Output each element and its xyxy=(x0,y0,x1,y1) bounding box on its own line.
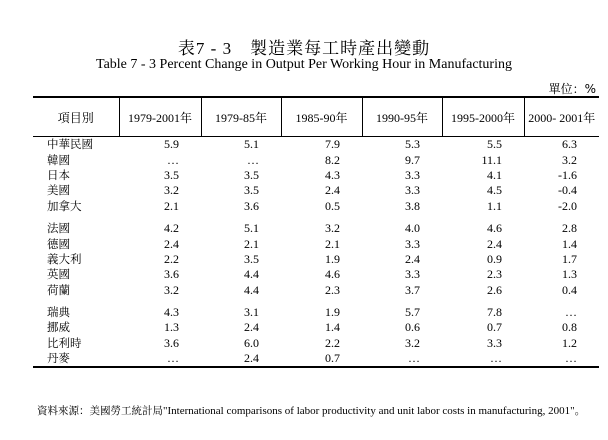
value-cell: 2.1 xyxy=(164,198,179,213)
value-cell: 3.5 xyxy=(164,167,179,182)
group-spacer xyxy=(33,298,599,305)
column-header: 1995-2000年 xyxy=(442,97,524,137)
country-cell: 義大利 xyxy=(47,251,82,266)
value-cell: 2.4 xyxy=(325,183,340,198)
value-cell: -0.4 xyxy=(558,183,577,198)
country-cell: 瑞典 xyxy=(47,305,70,320)
group-spacer xyxy=(33,214,599,221)
value-cell: 5.9 xyxy=(164,137,179,152)
country-cell: 英國 xyxy=(47,267,70,282)
country-cell: 日本 xyxy=(47,167,70,182)
value-cell: 3.3 xyxy=(487,335,502,350)
table-body xyxy=(33,137,599,368)
table-row xyxy=(33,137,599,153)
table-title-english: Table 7 - 3 Percent Change in Output Per Working Hour in Manufacturing xyxy=(96,57,512,72)
table-row xyxy=(33,283,599,298)
country-cell: 丹麥 xyxy=(33,351,119,367)
value-cell: 2.8 xyxy=(562,221,577,236)
value-cell: 2.1 xyxy=(325,236,340,251)
value-cell: … xyxy=(247,152,259,167)
value-cell: 3.7 xyxy=(405,282,420,297)
value-cell: 3.3 xyxy=(405,183,420,198)
value-cell: 2.4 xyxy=(201,351,281,367)
column-header: 1990-95年 xyxy=(362,97,442,137)
country-cell: 比利時 xyxy=(47,335,82,350)
value-cell: 3.2 xyxy=(164,282,179,297)
table-row xyxy=(33,221,599,236)
value-cell: 4.4 xyxy=(244,282,259,297)
value-cell: 2.4 xyxy=(405,251,420,266)
value-cell: 3.3 xyxy=(405,167,420,182)
value-cell: 3.5 xyxy=(244,167,259,182)
table-row xyxy=(33,252,599,267)
column-header: 1985-90年 xyxy=(281,97,362,137)
value-cell: 2.4 xyxy=(244,320,259,335)
value-cell: 2.3 xyxy=(487,267,502,282)
value-cell: 1.2 xyxy=(562,335,577,350)
value-cell: … xyxy=(167,152,179,167)
value-cell: 4.4 xyxy=(244,267,259,282)
value-cell: 3.8 xyxy=(405,198,420,213)
value-cell: 5.1 xyxy=(244,221,259,236)
unit-label: 單位：% xyxy=(548,82,596,96)
table-row xyxy=(33,168,599,183)
table-row xyxy=(33,320,599,335)
value-cell: 1.4 xyxy=(325,320,340,335)
value-cell: 4.3 xyxy=(325,167,340,182)
source-label: 資料來源：美國勞工統計局 xyxy=(37,405,163,417)
value-cell: 3.3 xyxy=(405,236,420,251)
table-row xyxy=(33,351,599,367)
value-cell: … xyxy=(442,351,524,367)
value-cell: 0.9 xyxy=(487,251,502,266)
table-row xyxy=(33,236,599,251)
value-cell: 2.4 xyxy=(164,236,179,251)
table-row xyxy=(33,336,599,351)
value-cell: 5.1 xyxy=(244,137,259,152)
value-cell: … xyxy=(362,351,442,367)
table-row xyxy=(33,267,599,282)
value-cell: 4.1 xyxy=(487,167,502,182)
country-cell: 德國 xyxy=(47,236,70,251)
column-header: 1979-2001年 xyxy=(119,97,201,137)
value-cell: 4.6 xyxy=(487,221,502,236)
column-header: 項目別 xyxy=(33,97,119,137)
header-row xyxy=(33,97,599,137)
value-cell: 3.5 xyxy=(244,251,259,266)
value-cell: 4.5 xyxy=(487,183,502,198)
country-cell: 加拿大 xyxy=(47,198,82,213)
value-cell: 1.9 xyxy=(325,251,340,266)
value-cell: 3.5 xyxy=(244,183,259,198)
value-cell: 2.2 xyxy=(325,335,340,350)
country-cell: 荷蘭 xyxy=(47,282,70,297)
value-cell: 6.3 xyxy=(562,137,577,152)
value-cell: 2.3 xyxy=(325,282,340,297)
country-cell: 美國 xyxy=(47,183,70,198)
value-cell: 3.1 xyxy=(244,305,259,320)
value-cell: 3.3 xyxy=(405,267,420,282)
value-cell: 3.6 xyxy=(164,335,179,350)
value-cell: 7.8 xyxy=(487,305,502,320)
table-title-chinese: 表7 - 3 製造業每工時產出變動 xyxy=(177,39,431,58)
column-header: 2000- 2001年 xyxy=(524,97,599,137)
value-cell: 5.7 xyxy=(405,305,420,320)
value-cell: 3.2 xyxy=(405,335,420,350)
value-cell: … xyxy=(119,351,201,367)
country-cell: 韓國 xyxy=(47,152,70,167)
value-cell: 0.7 xyxy=(487,320,502,335)
table-row xyxy=(33,152,599,167)
value-cell: 1.4 xyxy=(562,236,577,251)
value-cell: 2.4 xyxy=(487,236,502,251)
value-cell: … xyxy=(524,351,599,367)
value-cell: 1.3 xyxy=(164,320,179,335)
value-cell: 11.1 xyxy=(481,152,502,167)
table-row xyxy=(33,305,599,320)
value-cell: 3.6 xyxy=(244,198,259,213)
column-header: 1979-85年 xyxy=(201,97,281,137)
value-cell: 4.3 xyxy=(164,305,179,320)
value-cell: 4.0 xyxy=(405,221,420,236)
source-note xyxy=(37,405,602,418)
value-cell: 1.7 xyxy=(562,251,577,266)
value-cell: 1.9 xyxy=(325,305,340,320)
value-cell: 0.6 xyxy=(405,320,420,335)
value-cell: 3.2 xyxy=(164,183,179,198)
value-cell: 3.2 xyxy=(325,221,340,236)
value-cell: -1.6 xyxy=(558,167,577,182)
country-cell: 中華民國 xyxy=(47,137,93,152)
value-cell: 0.5 xyxy=(325,198,340,213)
value-cell: 2.6 xyxy=(487,282,502,297)
value-cell: 7.9 xyxy=(325,137,340,152)
value-cell: 2.2 xyxy=(164,251,179,266)
source-text: "International comparisons of labor productivity and unit labor costs in manufacturing, 2001"。 xyxy=(163,405,586,417)
value-cell: … xyxy=(565,305,577,320)
value-cell: 4.2 xyxy=(164,221,179,236)
value-cell: 4.6 xyxy=(325,267,340,282)
value-cell: 5.5 xyxy=(487,137,502,152)
table-row xyxy=(33,199,599,214)
value-cell: 9.7 xyxy=(405,152,420,167)
value-cell: 2.1 xyxy=(244,236,259,251)
value-cell: 3.2 xyxy=(562,152,577,167)
value-cell: 5.3 xyxy=(405,137,420,152)
value-cell: 0.7 xyxy=(281,351,362,367)
value-cell: 0.4 xyxy=(562,282,577,297)
country-cell: 法國 xyxy=(47,221,70,236)
value-cell: 1.1 xyxy=(487,198,502,213)
value-cell: -2.0 xyxy=(558,198,577,213)
value-cell: 8.2 xyxy=(325,152,340,167)
productivity-table xyxy=(33,96,599,368)
value-cell: 0.8 xyxy=(562,320,577,335)
value-cell: 1.3 xyxy=(562,267,577,282)
value-cell: 3.6 xyxy=(164,267,179,282)
country-cell: 挪威 xyxy=(47,320,70,335)
table-row xyxy=(33,183,599,198)
value-cell: 6.0 xyxy=(244,335,259,350)
